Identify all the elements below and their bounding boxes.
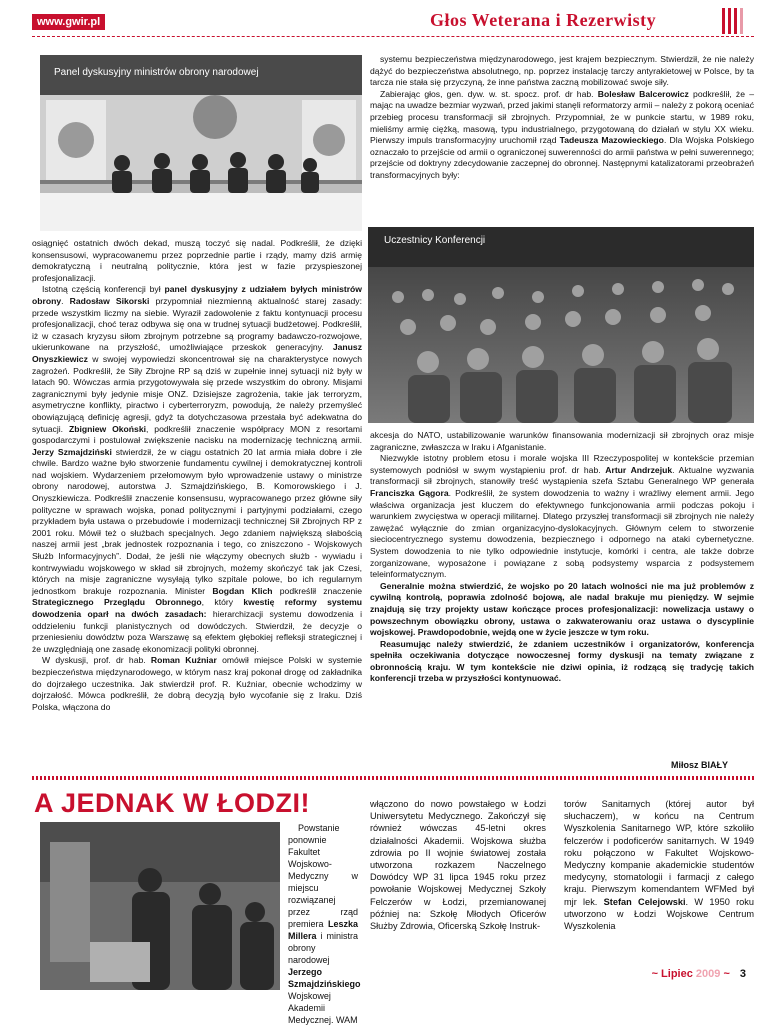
right-top-text: Zabierając głos, gen. dyw. w. st. spocz. prof. dr hab. — [380, 88, 598, 99]
left-text: Istotną częścią konferencji był — [42, 284, 165, 295]
right-top-text: systemu bezpieczeństwa międzynarodowego, jest krajem bezpiecznym. Stwierdził, że nie należy dążyć do bezpieczeństwa absolutnego, np. poprzez instalację tarczy antyrakietowej w Polsce, by ta tarcza nie stała się przyczyną, że inne państwa zaczną mobilizować swoje siły. — [370, 54, 754, 88]
left-text: W dyskusji, prof. dr hab. — [42, 655, 151, 666]
panel-photo-caption: Panel dyskusyjny ministrów obrony narodowej — [54, 67, 259, 78]
col3-text: torów Sanitarnych (której autor był słuchaczem), w końcu na Centrum Wyszkolenia Sanitarnego WP, które szkoliło felczerów i podoficerów sanitarnych. W 1949 roku połączono w Fakultet Wojskowo-Medyczny kompanie akademickie studentów medycyny, stomatologii i farmacji z całego kraju. Pierwszym komendantem WFMed był mjr lek. — [564, 799, 754, 907]
person-name: Zbigniew Okoński — [68, 423, 147, 434]
lodz-photo — [40, 822, 280, 990]
conclusion-text: Generalnie można stwierdzić, że wojsko po 20 latach wolności nie ma już problemów z cywilną kontrolą, poprawia zdolność bojową, ale nadal brakuje mu pieniędzy. W sejmie znajdują się trzy projekty ustaw kończące proces profesjonalizacji: nowelizacja ustawy o powszechnym obowiązku obrony, ustawa o zakwaterowaniu oraz ustawa o dyscyplinie wojskowej. Prawdopodobnie, wejdą one w życie jeszcze w tym roku. — [370, 580, 754, 638]
page-footer — [652, 968, 746, 980]
col2-text: włączono do nowo powstałego w Łodzi Uniwersytetu Medycznego. Zakończył się również wówczas 45-letni okres działalności Akademii. Wojskowa służba zdrowia po II wojnie światowej została utworzona rozkazem Naczelnego Dowódcy WP 31 lipca 1945 roku przez powołanie Wojskowej Medycznej Szkoły Felczerów w Łodzi, przemianowanej później na: Szkołę Młodych Oficerów Służby Zdrowia, Oficerską Szkołę Instruk- — [370, 799, 546, 932]
col1-text: i ministra obrony narodowej — [288, 931, 358, 965]
panel-photo-graphic — [40, 55, 362, 231]
lodz-photo-graphic — [40, 822, 280, 990]
col3-text: . W 1950 roku utworzono w Łodzi Wojskowe Centrum Wyszkolenia — [564, 896, 754, 932]
footer-year: 2009 — [695, 968, 721, 980]
author-signature: Miłosz BIAŁY — [670, 760, 728, 770]
footer-tilde: ~ — [720, 968, 730, 980]
masthead-stripes — [722, 8, 746, 34]
second-article-col1 — [288, 822, 361, 1025]
article-right-column — [370, 430, 754, 756]
left-text: w swojej wypowiedzi skoncentrował się na charakterystyce nowych zagrożeń. Podkreślił, że Siły Zbrojne RP są dziś w zupełnie innej sytuacji niż były w latach 90. Wówczas armia przygotowywała się przede wszystkim do obrony. Misjami zagranicznymi były jedynie misje ONZ. Dzisiejsze zagrożenia, takie jak terroryzm, asymetryczne konflikty, piractwo i cyberterroryzm, powodują, że należy przemyśleć obowiązującą definicję agresji, gdyż ta dotychczasowa przestała być adekwatna do sytuacji. — [32, 353, 362, 434]
left-text: podkreślił znaczenie — [272, 585, 362, 596]
site-url[interactable]: www.gwir.pl — [32, 14, 105, 30]
person-name: Bolesław Balcerowicz — [597, 88, 689, 99]
second-article-col2 — [370, 798, 546, 994]
emphasis: Strategicznego Przeglądu Obronnego — [32, 597, 202, 608]
left-text: . — [61, 295, 70, 306]
person-name: Artur Andrzejuk — [605, 464, 673, 475]
section-separator — [32, 776, 754, 780]
left-text: , który — [201, 597, 244, 608]
col1-text: Wojskowej Akademii Medycznej. WAM — [288, 991, 358, 1025]
person-name: Stefan Celejowski — [603, 896, 686, 907]
article-right-top — [370, 54, 754, 230]
panel-photo — [40, 55, 362, 231]
audience-photo-caption: Uczestnicy Konferencji — [384, 235, 486, 246]
left-text: osiągnięć ostatnich dwóch dekad, muszą toczyć się nadal. Podkreślił, że dzięki konsensusowi, wypracowanemu przez poprzednie partie i rządy, mamy dziś armię demokratyczną i neutralną politycznie, która jest w fazie przyspieszonej profesjonalizacji. — [32, 238, 362, 283]
audience-photo — [368, 227, 754, 423]
footer-month: ~ Lipiec — [651, 968, 696, 980]
header-divider — [32, 36, 754, 37]
person-name: Bogdan Klich — [212, 585, 273, 596]
second-article-headline: A JEDNAK W ŁODZI! — [34, 788, 310, 818]
person-name: Janusz Onyszkiewicz — [32, 342, 362, 364]
person-name: Radosław Sikorski — [69, 295, 150, 306]
left-text: stwierdził, że w ciągu ostatnich 20 lat armia miała dobre i złe chwile. Bardzo ważne było stworzenie fundamentu cywilnej i demokratycznej kontroli nad wojskiem. Wydarzeniem przełomowym było wprowadzenie ustawy o ministrze obrony narodowej, autorstwa J. Szmajdzińskiego, B. Komorowskiego i J. Onyszkiewicza. Podkreślił znaczenie konsensusu, wypracowanego przez główne siły polityczne w sprawach wojska, ponad politycznymi i partyjnymi podziałami, czego przykładem była ustawa o przebudowie i modernizacji technicznej Sił Zbrojnych RP z 2001 roku. Mówił też o służbach specjalnych. Jego zdaniem największą słabością naszej armii jest „brak jednostek rozpoznania i tego, co zniszczono - Wojskowych Służb Informacyjnych”. Dodał, że jeśli nie włączymy obecnych służb - wywiadu i kontrwywiadu wojskowego w skład sił zbrojnych, możemy skończyć tak jak Czesi, których na misje zagraniczne wysyłają tylko szpitale polowe, bo ich regularnym jednostkom brakuje rozpoznania. Minister — [32, 446, 362, 596]
left-text: omówił miejsce Polski w systemie bezpieczeństwa międzynarodowego, w którym nasz kraj pokonał drogę od zakładnika do dojrzałego uczestnika. Jak stwierdził prof. R. Kuźniar, obecnie wchodzimy w dojrzałość. Mówca podkreślił, że dobrą decyzją było wycofanie się z Iraku. Dziś Polska, włączona do — [32, 655, 362, 712]
page-number: 3 — [739, 968, 746, 980]
right-text: akcesja do NATO, ustabilizowanie warunków finansowania modernizacji sił zbrojnych oraz misje zagraniczne, zwłaszcza w Iraku i Afganistanie. — [370, 430, 754, 452]
col1-text: Powstanie ponownie Fakultet Wojskowo-Medyczny w miejscu rozwiązanej przez rząd premiera — [288, 823, 358, 929]
article-left-column — [32, 238, 362, 772]
emphasis: kwestię reformy systemu dowodzenia oparł na dwóch zasadach: — [32, 597, 362, 619]
person-name: Leszka Millera — [288, 919, 358, 941]
person-name: Franciszka Gągora — [370, 487, 449, 498]
right-top-text: . Dla Wojska Polskiego oznaczało to przejście od armii o ograniczonej suwerenności do armii państwa w pełni suwerennego; przejście od doktryny zdecydowanie zaczepnej do obronnej. Następnymi katalizatorami przeobrażeń transformacyjnych były: — [370, 135, 754, 180]
masthead-title: Głos Weterana i Rezerwisty — [430, 10, 657, 30]
audience-photo-graphic — [368, 227, 754, 423]
left-text: , podkreślił znaczenie współpracy MON z resortami gospodarczymi i postulował zwiększenie nacisku na modernizację techniczną armii. — [32, 423, 362, 446]
left-text: przypomniał niezmienną aktualność starej zasady: przede wszystkim liczmy na siebie. Wyraził zadowolenie z faktu kontynuacji procesu profesjonalizacji, choć teraz odbywa się ona w trudnej sytuacji budżetowej. Podkreślił, iż w czasach kryzysu siłom zbrojnym potrzebne są programy badawczo-rozwojowe, ukierunkowane na przyszłość, umożliwiające przeskok generacyjny. — [32, 295, 362, 353]
left-text: hierarchizacji systemu dowodzenia i oddzieleniu funkcji planistycznych od dowódczych. Stwierdził, że decyzje o przeniesieniu dowództw poza Warszawę są efektem głębokiej refleksji strategicznej i że uwzględniają one zasadę ekonomizacji polityki obronnej. — [32, 609, 362, 654]
conclusion-text: Reasumując należy stwierdzić, że zdaniem uczestników i organizatorów, konferencja spełniła oczekiwania dotyczące nowoczesnej formy dyskusji na tematy związane z obronnością kraju. W tym kontekście nie dziwi opinia, iż rodzącą się tradycję takich konferencji trzeba w przyszłości kontynuować. — [370, 638, 754, 684]
right-top-text: podkreślił, że – mając na uwadze bezmiar wyzwań, przed jakimi stanęli reformatorzy armii – należy z pokorą oceniać przebieg procesu transformacji sił zbrojnych. Przypomniał, że w punkcie startu, w 1989 roku, mieliśmy armię ciężką, masową, typu industrialnego, przygotowaną do działań w stylu XX wieku. Pierwszy impuls transformacyjny uruchomił rząd — [370, 88, 755, 146]
right-text: . Podkreślił, że system dowodzenia to ważny i wrażliwy element armii. Jego właściwa organizacja jest kluczem do efektywnego funkcjonowania armii podczas pokoju i warunkiem zwycięstwa w operacji militarnej. Dlatego przyszłej transformacji sił zbrojnych nie należy zawężać wyłącznie do zmian organizacyjno-dyslokacyjnych. Głównym celem to stworzenie sieciocentrycznego systemu dowodzenia, bezpiecznego i odpornego na ataki cybernetyczne. System dowodzenia to nie tylko odpowiednie instytucje, komórki i centra, ale także dobrze zorganizowane, wyposażone i powiązane z sobą podsystemy wsparcia z podsystemem teleinformatycznym. — [370, 487, 754, 580]
person-name: Jerzego Szmajdzińskiego — [288, 967, 361, 989]
second-article-col3 — [564, 798, 754, 966]
person-name: Roman Kuźniar — [150, 655, 217, 666]
person-name: Tadeusza Mazowieckiego — [559, 135, 664, 146]
emphasis: panel dyskusyjny z udziałem byłych ministrów obrony — [32, 284, 362, 306]
person-name: Jerzy Szmajdziński — [32, 446, 112, 457]
right-text: Niezwykle istotny problem etosu i morale wojska III Rzeczypospolitej w kontekście przemian systemowych podniósł w swym wystąpieniu prof. dr hab. — [370, 453, 754, 475]
right-text: . Aktualne wyzwania transformacji sił zbrojnych, stanowiły treść wystąpienia szefa Sztabu Generalnego WP generała — [370, 464, 754, 487]
